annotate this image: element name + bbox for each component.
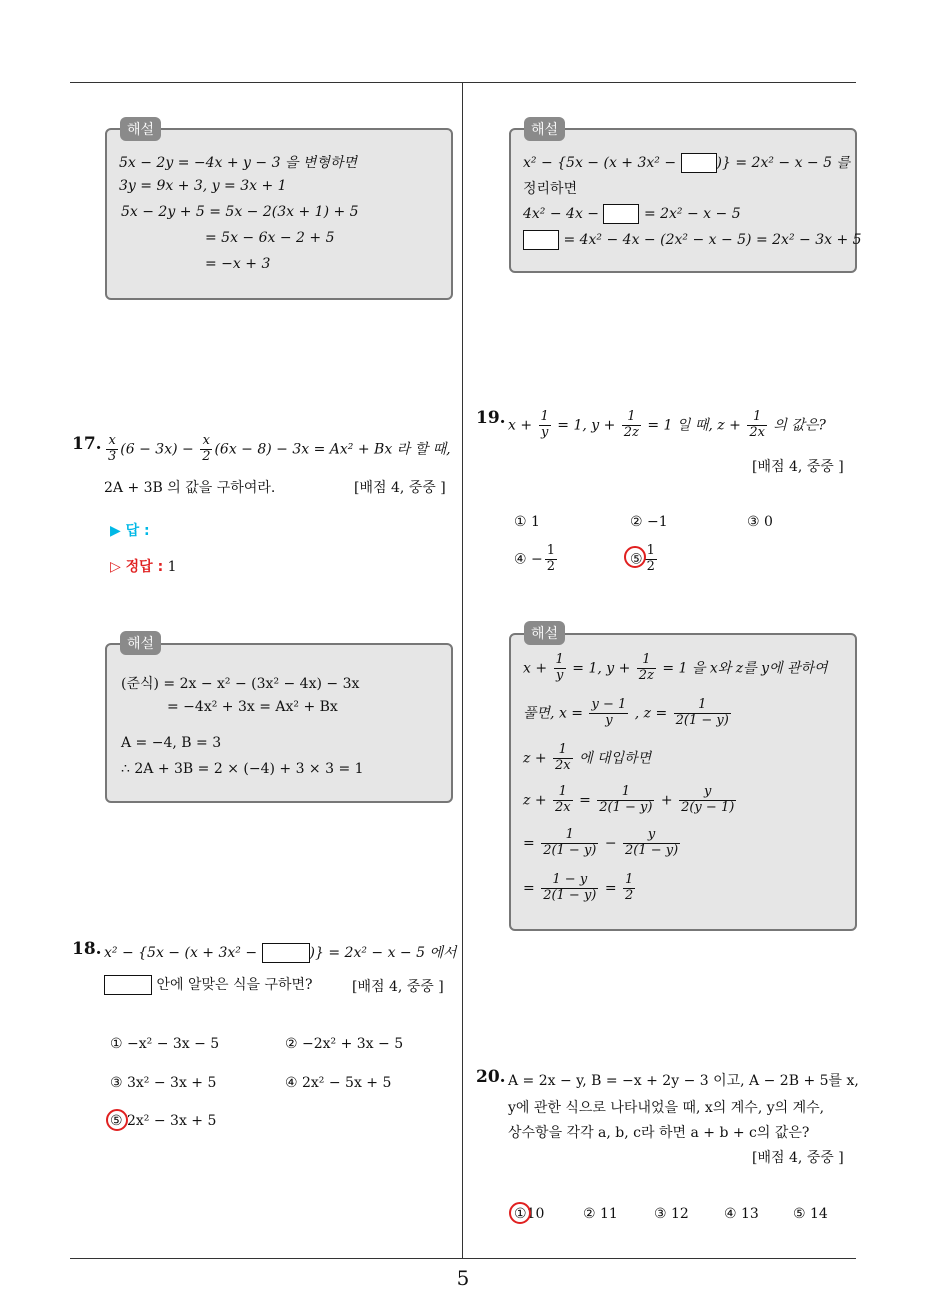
option-1[interactable]: ① −x² − 3x − 5 (110, 1036, 220, 1052)
bottom-rule (70, 1258, 856, 1259)
selected-answer-circle (106, 1109, 128, 1131)
solution-tag: 해설 (524, 117, 565, 141)
solution-line: 5x − 2y + 5 = 5x − 2(3x + 1) + 5 (121, 204, 359, 220)
answer-blank (681, 153, 717, 173)
correct-answer: ▷ 정답 : 1 (110, 559, 177, 575)
answer-blank (262, 943, 310, 963)
solution-line: z + $\frac{1}{2x}$ 에 대입하면 (523, 742, 652, 773)
question-number: 18. (72, 939, 102, 959)
question-meta: [배점 4, 중중 ] (352, 979, 444, 995)
answer-label: ▶ 답 : (110, 523, 150, 539)
question-20-line3: 상수항을 각각 a, b, c라 하면 a + b + c의 값은? (508, 1125, 810, 1141)
option-1[interactable]: ① 1 (514, 514, 540, 530)
solution-line: = $\frac{1}{2(1 - y)}$ − $\frac{y}{2(1 - y)}$ (523, 827, 679, 858)
option-1[interactable]: ①10 (514, 1206, 545, 1222)
question-18-text: x² − {5x − (x + 3x² − )} = 2x² − x − 5 에서 (104, 945, 457, 961)
option-2[interactable]: ② −2x² + 3x − 5 (285, 1036, 404, 1052)
page-number: 5 (456, 1266, 470, 1290)
solution-line: = −x + 3 (205, 256, 271, 272)
solution-line: 3y = 9x + 3, y = 3x + 1 (119, 178, 287, 194)
answer-blank (603, 204, 639, 224)
question-meta: [배점 4, 중중 ] (752, 459, 844, 475)
question-18-line2: 안에 알맞은 식을 구하면? (104, 974, 313, 995)
question-number: 20. (476, 1067, 506, 1087)
option-5[interactable]: ⑤ 2x² − 3x + 5 (110, 1113, 217, 1129)
solution-line: z + $\frac{1}{2x}$ = $\frac{1}{2(1 - y)}$ + $\frac{y}{2(y - 1)}$ (523, 784, 735, 815)
question-number: 19. (476, 408, 506, 428)
solution-line: x + $\frac{1}{y}$ = 1, y + $\frac{1}{2z}$ = 1 을 x와 z를 y에 관하여 (523, 652, 828, 683)
solution-line: = $\frac{1 - y}{2(1 - y)}$ = $\frac{1}{2}$ (523, 872, 634, 903)
option-5[interactable]: ⑤ $\frac{1}{2}$ (630, 543, 655, 574)
solution-line: 4x² − 4x − = 2x² − x − 5 (523, 206, 741, 222)
solution-tag: 해설 (120, 117, 161, 141)
option-4[interactable]: ④ 13 (724, 1206, 759, 1222)
question-number: 17. (72, 434, 102, 454)
solution-tag: 해설 (524, 621, 565, 645)
question-20-line1: A = 2x − y, B = −x + 2y − 3 이고, A − 2B + 5를 x, (508, 1073, 859, 1089)
solution-line: A = −4, B = 3 (121, 735, 222, 751)
option-3[interactable]: ③ 12 (654, 1206, 689, 1222)
solution-line: 풀면, x = $\frac{y - 1}{y}$ , z = $\frac{1}{2(1 - y)}$ (523, 697, 729, 728)
solution-line: 정리하면 (523, 181, 578, 197)
question-meta: [배점 4, 중중 ] (752, 1150, 844, 1166)
solution-line: 5x − 2y = −4x + y − 3 을 변형하면 (119, 155, 358, 171)
option-4[interactable]: ④ − $\frac{1}{2}$ (514, 543, 556, 574)
solution-tag: 해설 (120, 631, 161, 655)
solution-line: ∴ 2A + 3B = 2 × (−4) + 3 × 3 = 1 (121, 761, 364, 777)
selected-answer-circle (624, 546, 646, 568)
selected-answer-circle (509, 1202, 531, 1224)
question-17-line2: 2A + 3B 의 값을 구하여라. (104, 480, 276, 496)
solution-line: = 4x² − 4x − (2x² − x − 5) = 2x² − 3x + 5 (523, 230, 862, 250)
question-19-text: x + $\frac{1}{y}$ = 1, y + $\frac{1}{2z}$ = 1 일 때, z + $\frac{1}{2x}$ 의 값은? (508, 409, 826, 440)
solution-line: = 5x − 6x − 2 + 5 (205, 230, 335, 246)
option-3[interactable]: ③ 3x² − 3x + 5 (110, 1075, 217, 1091)
question-meta: [배점 4, 중중 ] (354, 480, 446, 496)
solution-line: x² − {5x − (x + 3x² − )} = 2x² − x − 5 를 (523, 155, 850, 171)
solution-box-19 (509, 633, 857, 931)
column-divider (462, 82, 463, 1258)
question-20-line2: y에 관한 식으로 나타내었을 때, x의 계수, y의 계수, (508, 1100, 825, 1116)
option-3[interactable]: ③ 0 (747, 514, 773, 530)
option-4[interactable]: ④ 2x² − 5x + 5 (285, 1075, 392, 1091)
option-2[interactable]: ② −1 (630, 514, 668, 530)
question-17-text: $\frac{x}{3}$ (6 − 3x) − $\frac{x}{2}$ (6x − 8) − 3x = Ax² + Bx 라 할 때, (108, 433, 451, 464)
option-5[interactable]: ⑤ 14 (793, 1206, 828, 1222)
solution-box-16 (105, 128, 453, 300)
solution-box-17 (105, 643, 453, 803)
solution-box-18 (509, 128, 862, 273)
answer-blank (104, 975, 152, 995)
top-rule (70, 82, 856, 83)
solution-line: = −4x² + 3x = Ax² + Bx (167, 699, 338, 715)
solution-line: (준식) = 2x − x² − (3x² − 4x) − 3x (121, 676, 360, 692)
answer-blank (523, 230, 559, 250)
option-2[interactable]: ② 11 (583, 1206, 618, 1222)
